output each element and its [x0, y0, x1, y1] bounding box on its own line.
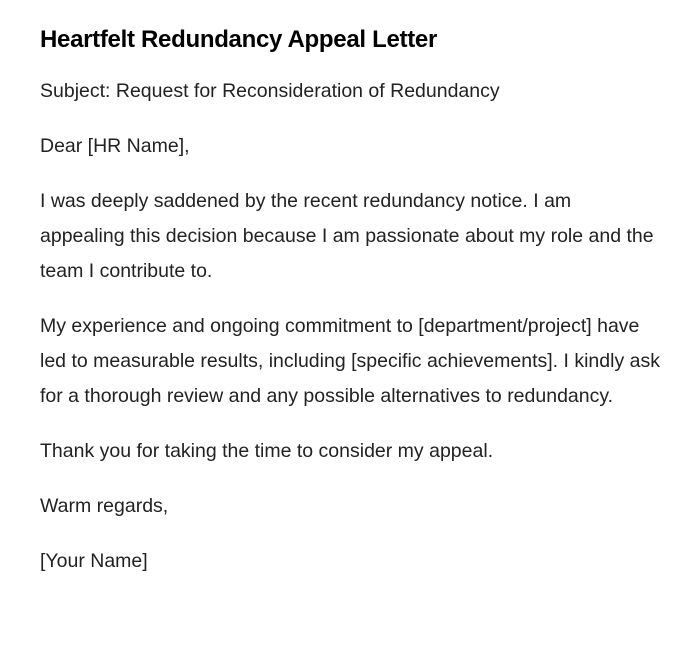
body-paragraph-3: Thank you for taking the time to consider my appeal.: [40, 440, 494, 462]
closing: Warm regards,: [40, 495, 169, 517]
letter-document: [40, 24, 660, 599]
body-paragraph-1: I was deeply saddened by the recent redundancy notice. I am appealing this decision because I am passionate about my role and the team I contribute to.: [40, 190, 654, 282]
salutation: Dear [HR Name],: [40, 135, 190, 157]
subject-line: Subject: Request for Reconsideration of Redundancy: [40, 80, 500, 102]
page-title: Heartfelt Redundancy Appeal Letter: [40, 26, 437, 53]
signature: [Your Name]: [40, 550, 148, 572]
body-paragraph-2: My experience and ongoing commitment to [department/project] have led to measurable results, including [specific achievements]. I kindly ask for a thorough review and any possible alternatives to redundancy.: [40, 315, 660, 407]
